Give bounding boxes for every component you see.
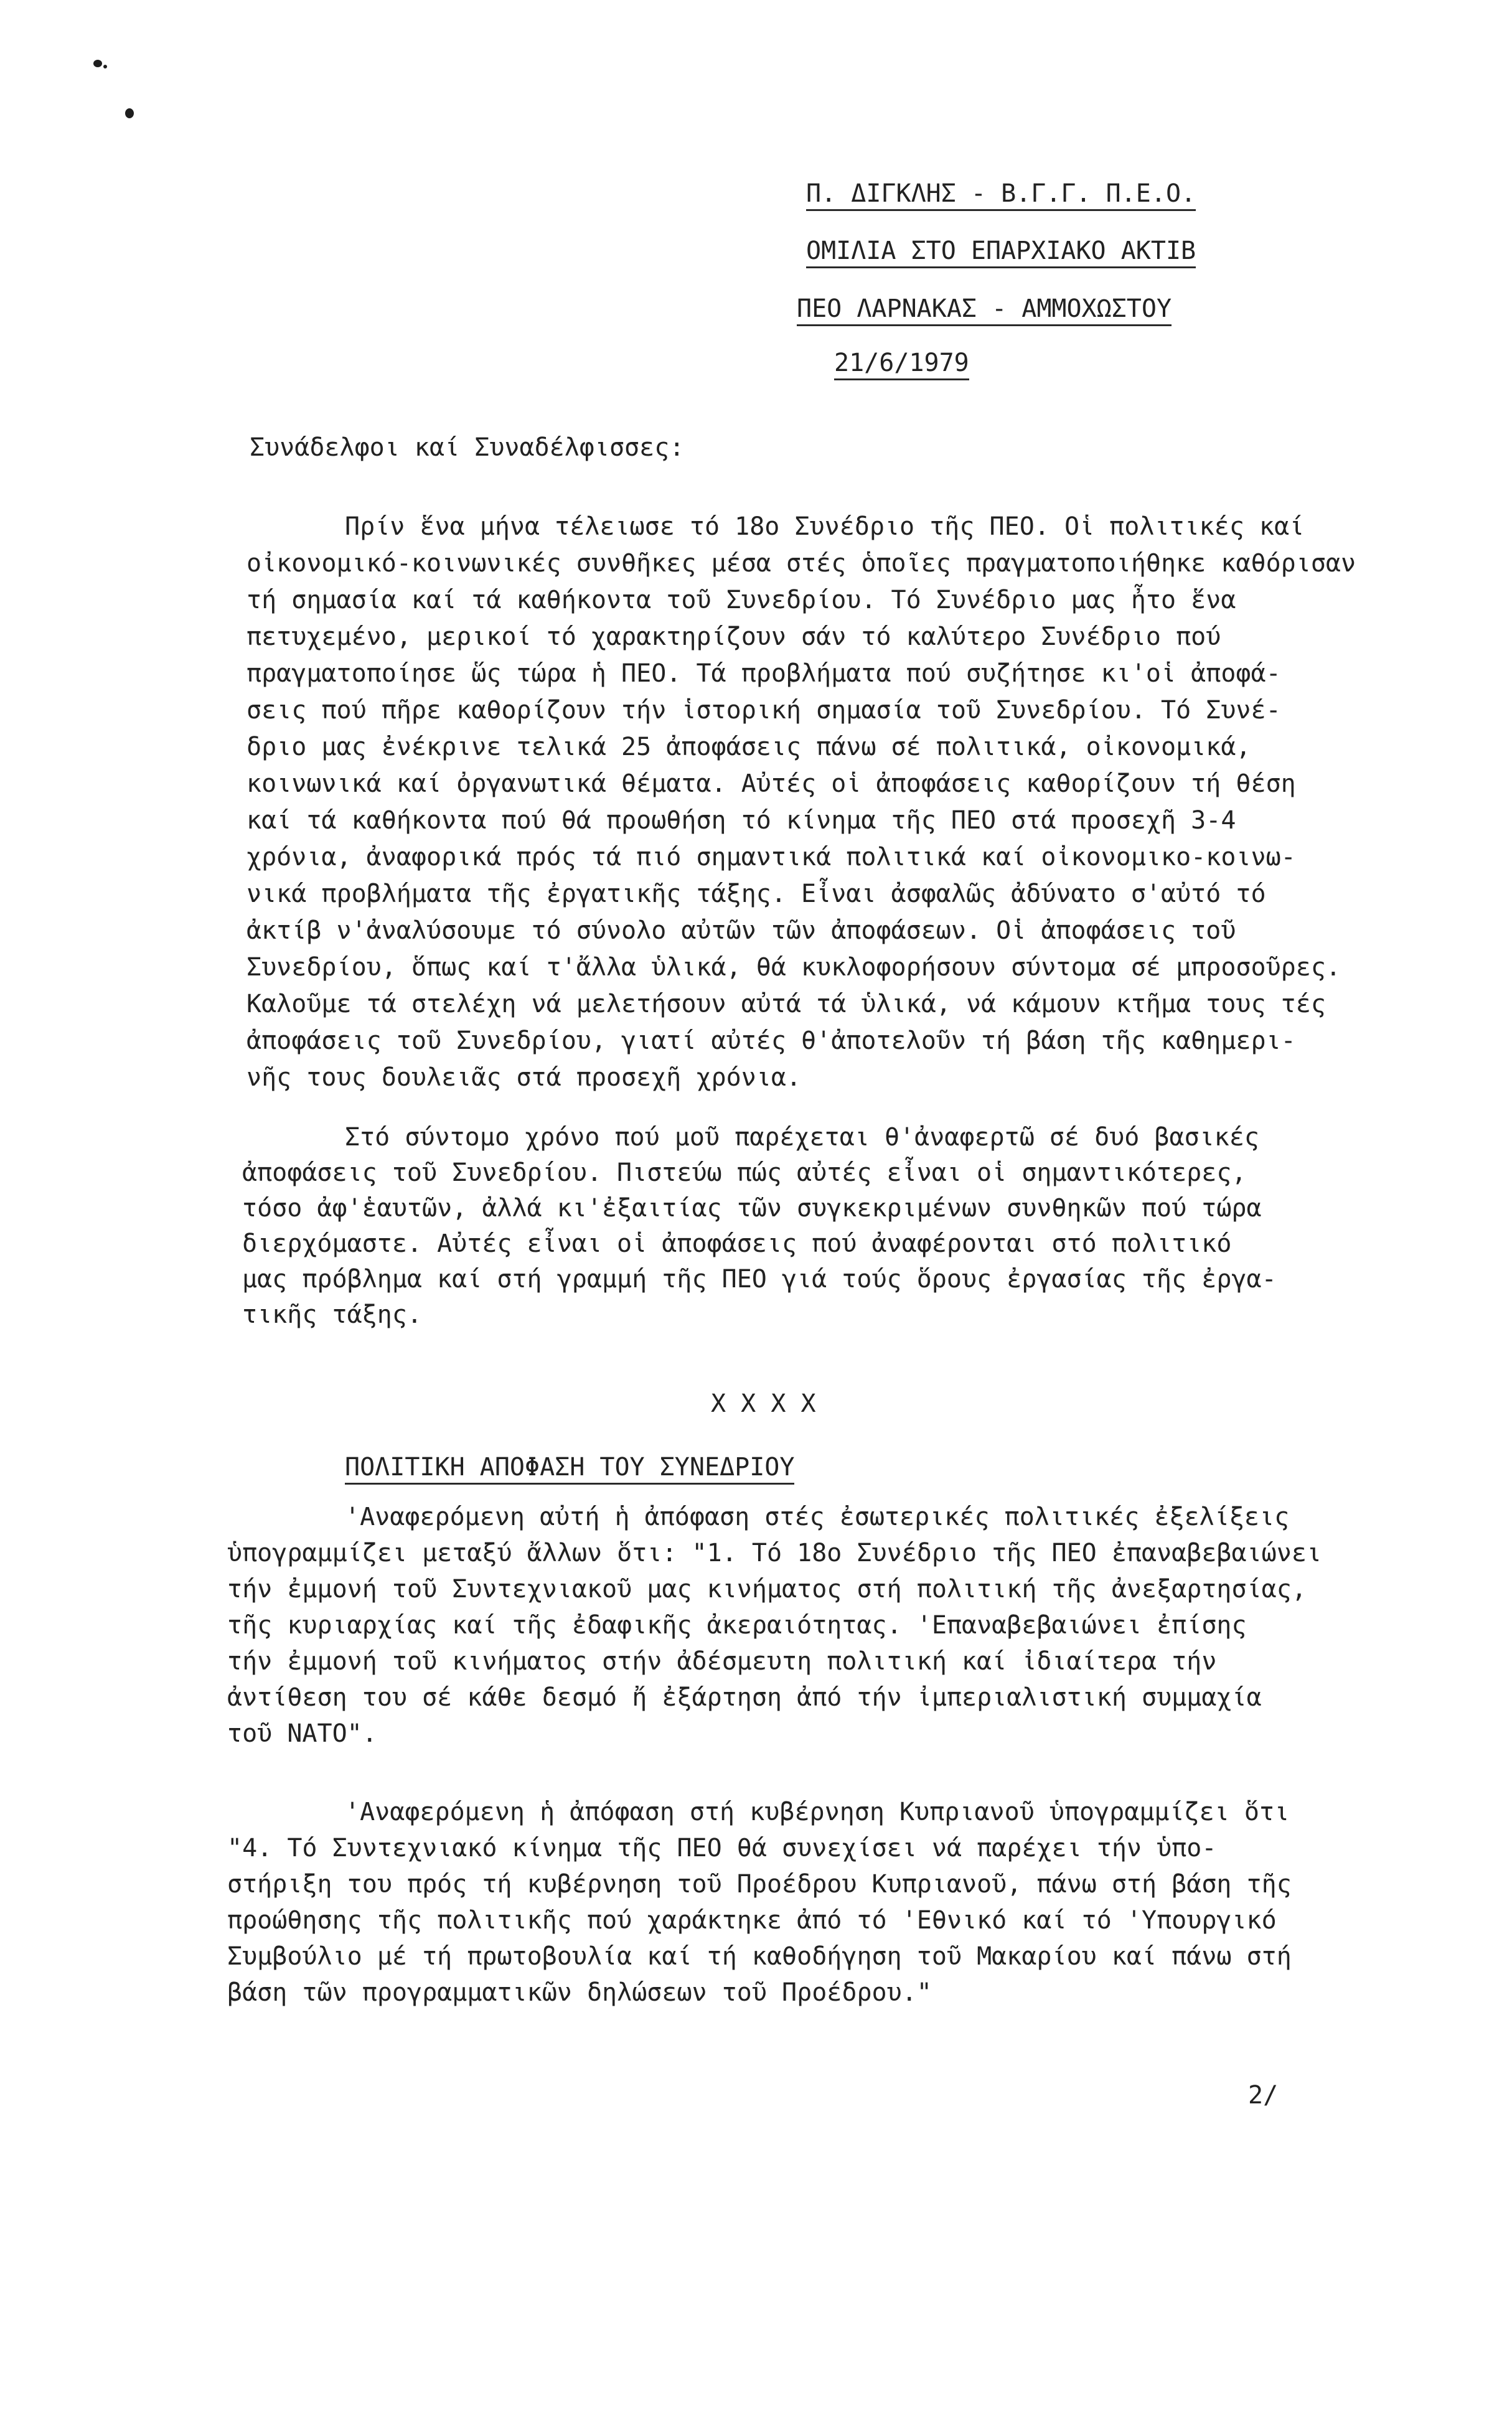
salutation: Συνάδελφοι καί Συναδέλφισσες:	[250, 433, 685, 462]
paragraph-line: προώθησης τῆς πολιτικῆς πού χαράκτηκε ἀπό τό 'Εθνικό καί τό 'Υπουργικό	[227, 1906, 1277, 1935]
paragraph-line: Στό σύντομο χρόνο πού μοῦ παρέχεται θ'ἀναφερτῶ σέ δυό βασικές	[345, 1123, 1260, 1152]
paragraph-line: "4. Τό Συντεχνιακό κίνημα τῆς ΠΕΟ θά συνεχίσει νά παρέχει τήν ὑπο-	[227, 1834, 1217, 1862]
section-separator: X X X X	[711, 1389, 816, 1418]
paragraph-line: τήν ἐμμονή τοῦ Συντεχνιακοῦ μας κινήματος στή πολιτική τῆς ἀνεξαρτησίας,	[227, 1575, 1307, 1604]
organization-line	[797, 291, 1172, 327]
paragraph-line: 'Αναφερόμενη αὐτή ἡ ἀπόφαση στές ἐσωτερικές πολιτικές ἐξελίξεις	[345, 1503, 1290, 1531]
paragraph-line: πραγματοποίησε ὥς τώρα ἡ ΠΕΟ. Τά προβλήματα πού συζήτησε κι'οἱ ἀποφά-	[247, 659, 1281, 688]
paragraph-line: Πρίν ἕνα μήνα τέλειωσε τό 18ο Συνέδριο τῆς ΠΕΟ. Οἱ πολιτικές καί	[345, 512, 1305, 541]
paragraph-line: 'Αναφερόμενη ἡ ἀπόφαση στή κυβέρνηση Κυπριανοῦ ὑπογραμμίζει ὅτι	[345, 1798, 1290, 1826]
paragraph-line: Συμβούλιο μέ τή πρωτοβουλία καί τή καθοδήγηση τοῦ Μακαρίου καί πάνω στή	[227, 1942, 1292, 1971]
section-heading	[345, 1449, 794, 1485]
paragraph-line: χρόνια, ἀναφορικά πρός τά πιό σημαντικά πολιτικά καί οἰκονομικο-κοινω-	[247, 843, 1296, 871]
paragraph-line: ἀντίθεση του σέ κάθε δεσμό ἤ ἐξάρτηση ἀπό τήν ἰμπεριαλιστική συμμαχία	[227, 1683, 1262, 1712]
paragraph-line: μας πρόβλημα καί στή γραμμή τῆς ΠΕΟ γιά τούς ὅρους ἐργασίας τῆς ἐργα-	[242, 1265, 1277, 1294]
paragraph-line: Καλοῦμε τά στελέχη νά μελετήσουν αὐτά τά ὑλικά, νά κάμουν κτῆμα τους τές	[247, 990, 1326, 1018]
paragraph-line: νικά προβλήματα τῆς ἐργατικῆς τάξης. Εἶναι ἀσφαλῶς ἀδύνατο σ'αὐτό τό	[247, 880, 1266, 908]
paragraph-line: πετυχεμένο, μερικοί τό χαρακτηρίζουν σάν τό καλύτερο Συνέδριο πού	[247, 622, 1221, 651]
section-heading-text: ΠΟΛΙΤΙΚΗ ΑΠΟΦΑΣΗ ΤΟΥ ΣΥΝΕΔΡΙΟΥ	[345, 1453, 794, 1485]
paragraph-line: τήν ἐμμονή τοῦ κινήματος στήν ἀδέσμευτη πολιτική καί ἰδιαίτερα τήν	[227, 1647, 1217, 1676]
paragraph-line: τή σημασία καί τά καθήκοντα τοῦ Συνεδρίου. Τό Συνέδριο μας ἦτο ἕνα	[247, 586, 1236, 614]
paragraph-line: στήριξη του πρός τή κυβέρνηση τοῦ Προέδρου Κυπριανοῦ, πάνω στή βάση τῆς	[227, 1870, 1292, 1899]
date-text: 21/6/1979	[834, 349, 969, 380]
paragraph-line: ἀκτίβ ν'ἀναλύσουμε τό σύνολο αὐτῶν τῶν ἀποφάσεων. Οἱ ἀποφάσεις τοῦ	[247, 916, 1236, 945]
paragraph-line: οἰκονομικό-κοινωνικές συνθῆκες μέσα στές ὁποῖες πραγματοποιήθηκε καθόρισαν	[247, 549, 1356, 578]
paragraph-line: καί τά καθήκοντα πού θά προωθήση τό κίνημα τῆς ΠΕΟ στά προσεχῆ 3-4	[247, 806, 1236, 835]
paragraph-line: δριο μας ἐνέκρινε τελικά 25 ἀποφάσεις πάνω σέ πολιτικά, οἰκονομικά,	[247, 733, 1251, 761]
paragraph-line: τικῆς τάξης.	[242, 1300, 422, 1329]
scan-speck	[103, 65, 107, 68]
paragraph-line: τόσο ἀφ'ἑαυτῶν, ἀλλά κι'ἐξαιτίας τῶν συγκεκριμένων συνθηκῶν πού τώρα	[242, 1194, 1262, 1223]
author-line	[806, 176, 1196, 212]
paragraph-line: βάση τῶν προγραμματικῶν δηλώσεων τοῦ Προέδρου."	[227, 1978, 932, 2007]
paragraph-line: Συνεδρίου, ὅπως καί τ'ἄλλα ὑλικά, θά κυκλοφορήσουν σύντομα σέ μπροσοῦρες.	[247, 953, 1341, 982]
title-line	[806, 233, 1196, 269]
date-line	[834, 345, 969, 381]
paragraph-line: κοινωνικά καί ὀργανωτικά θέματα. Αὐτές οἱ ἀποφάσεις καθορίζουν τή θέση	[247, 769, 1296, 798]
paragraph-line: ἀποφάσεις τοῦ Συνεδρίου. Πιστεύω πώς αὐτές εἶναι οἱ σημαντικότερες,	[242, 1158, 1247, 1187]
title-text: ΟΜΙΛΙΑ ΣΤΟ ΕΠΑΡΧΙΑΚΟ ΑΚΤΙΒ	[806, 237, 1196, 268]
author-text: Π. ΔΙΓΚΛΗΣ - Β.Γ.Γ. Π.Ε.Ο.	[806, 179, 1196, 211]
paragraph-line: σεις πού πῆρε καθορίζουν τήν ἱστορική σημασία τοῦ Συνεδρίου. Τό Συνέ-	[247, 696, 1281, 725]
paragraph-line: διερχόμαστε. Αὐτές εἶναι οἱ ἀποφάσεις πού ἀναφέρονται στό πολιτικό	[242, 1229, 1232, 1258]
scan-speck	[93, 60, 102, 67]
paragraph-line: τοῦ ΝΑΤΟ".	[227, 1719, 377, 1748]
paragraph-line: ὑπογραμμίζει μεταξύ ἄλλων ὅτι: "1. Τό 18ο Συνέδριο τῆς ΠΕΟ ἐπαναβεβαιώνει	[227, 1539, 1322, 1567]
scan-speck	[125, 108, 134, 118]
paragraph-line: νῆς τους δουλειᾶς στά προσεχῆ χρόνια.	[247, 1063, 802, 1092]
paragraph-line: ἀποφάσεις τοῦ Συνεδρίου, γιατί αὐτές θ'ἀποτελοῦν τή βάση τῆς καθημερι-	[247, 1026, 1296, 1055]
organization-text: ΠΕΟ ΛΑΡΝΑΚΑΣ - ΑΜΜΟΧΩΣΤΟΥ	[797, 294, 1172, 326]
page-number: 2/	[1248, 2081, 1279, 2110]
paragraph-line: τῆς κυριαρχίας καί τῆς ἐδαφικῆς ἀκεραιότητας. 'Επαναβεβαιώνει ἐπίσης	[227, 1611, 1247, 1640]
